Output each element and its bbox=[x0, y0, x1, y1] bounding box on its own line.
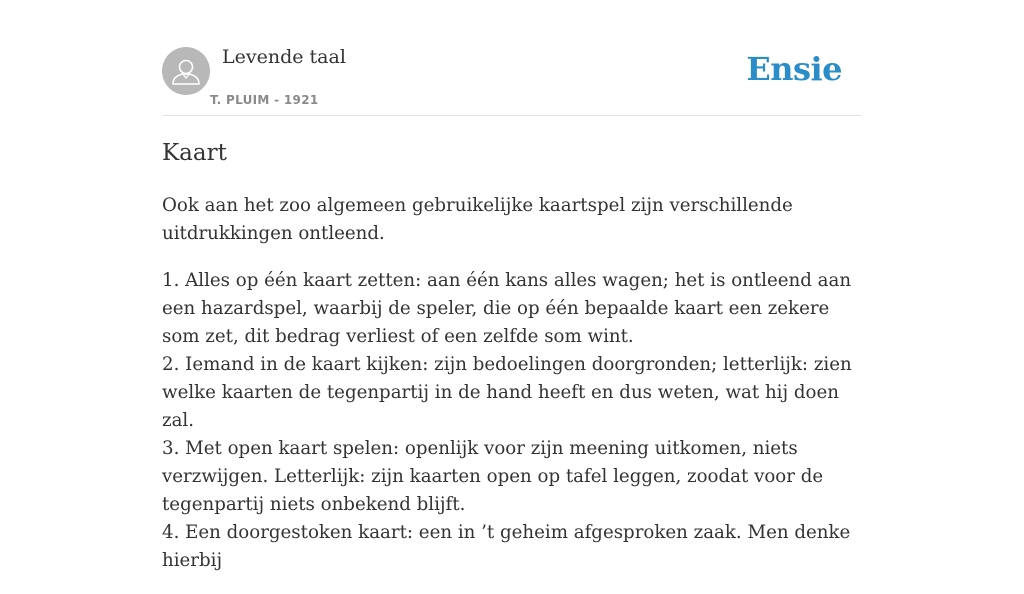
source-title[interactable]: Levende taal bbox=[222, 46, 346, 68]
entry-body bbox=[162, 192, 862, 594]
entry-item-4: 4. Een doorgestoken kaart: een in ’t geheim afgesproken zaak. Men denke hierbij bbox=[162, 522, 851, 571]
entry-item-1: 1. Alles op één kaart zetten: aan één kans alles wagen; het is ontleend aan een hazardspel, waarbij de speler, die op één bepaalde kaart een zekere som zet, dit bedrag verliest of een zelfde som wint. bbox=[162, 270, 852, 347]
entry-title: Kaart bbox=[162, 140, 227, 166]
entry-item-3: 3. Met open kaart spelen: openlijk voor zijn meening uitkomen, niets verzwijgen. Letterlijk: zijn kaarten open op tafel leggen, zoodat voor de tegenpartij niets onbekend blijft. bbox=[162, 438, 824, 515]
page-container bbox=[162, 0, 862, 571]
avatar-silhouette bbox=[162, 47, 210, 95]
user-avatar-icon[interactable] bbox=[162, 47, 210, 95]
ensie-logo[interactable]: Ensie bbox=[746, 50, 842, 88]
source-header bbox=[162, 0, 862, 116]
source-author-year: T. PLUIM - 1921 bbox=[210, 93, 319, 107]
entry-intro: Ook aan het zoo algemeen gebruikelijke kaartspel zijn verschillende uitdrukkingen ontleend. bbox=[162, 195, 793, 244]
entry-item-2: 2. Iemand in de kaart kijken: zijn bedoelingen doorgronden; letterlijk: zien welke kaarten de tegenpartij in de hand heeft en dus weten, wat hij doen zal. bbox=[162, 354, 852, 431]
entry-items bbox=[162, 267, 862, 575]
